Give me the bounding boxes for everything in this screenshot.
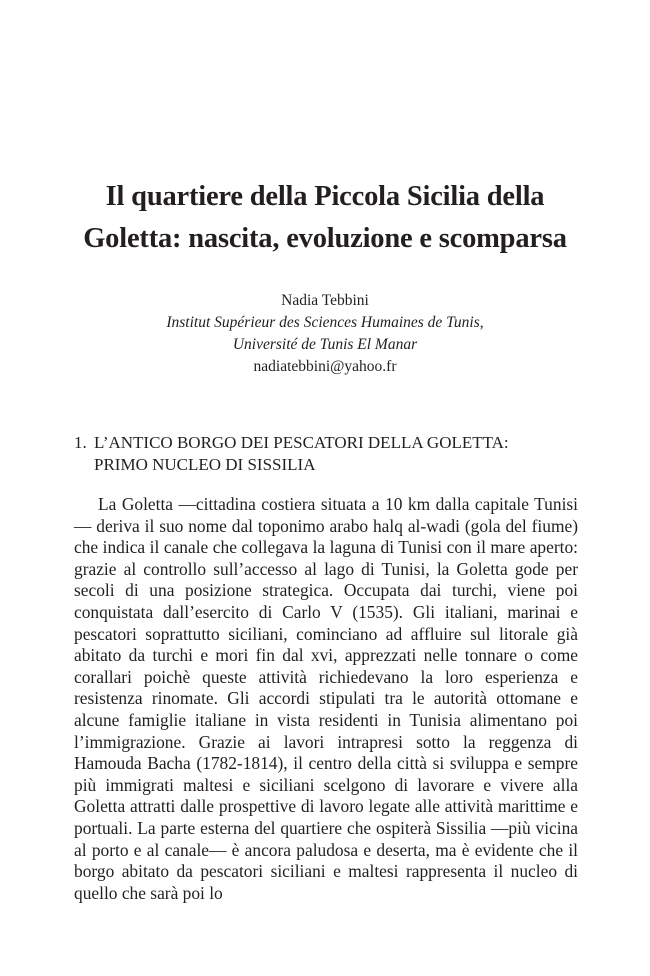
- body-paragraph: La Goletta —cittadina costiera situata a 10 km dalla capitale Tunisi— deriva il suo nome dal toponimo arabo halq al-wadi (gola del fiume) che indica il canale che collegava la laguna di Tunisi con il mare aperto: grazie al controllo sull’accesso al lago di Tunisi, la Goletta gode per secoli di una posizione strategica. Occupata dai turchi, viene poi conquistata dall’esercito di Carlo V (1535). Gli italiani, marinai e pescatori soprattutto siciliani, cominciano ad affluire sul litorale già abitato da turchi e mori fin dal xvi, apprezzati nelle tonnare o come corallari poichè queste attività richiedevano la loro esperienza e resistenza rinomate. Gli accordi stipulati tra le autorità ottomane e alcune famiglie italiane in vista residenti in Tunisia alimentano poi l’immigrazione. Grazie ai lavori intrapresi sotto la reggenza di Hamouda Bacha (1782-1814), il centro della città si sviluppa e sempre più immigrati maltesi e siciliani scelgono di lavorare e vivere alla Goletta attratti dalle prospettive di lavoro legate alle attività marittime e portuali. La parte esterna del quartiere che ospiterà Sissilia —più vicina al porto e al canale— è ancora paludosa e deserta, ma è evidente che il borgo abitato da pescatori siciliani e maltesi rappresenta il nucleo di quello che sarà poi lo: [74, 494, 578, 903]
- section-heading-line1: L’ANTICO BORGO DEI PESCATORI DELLA GOLETTA:: [94, 433, 509, 452]
- author-block: [40, 290, 610, 378]
- author-email: nadiatebbini@yahoo.fr: [253, 358, 397, 375]
- section-number: 1.: [74, 433, 87, 452]
- section-heading: [74, 432, 594, 476]
- article-title-line2: Goletta: nascita, evoluzione e scomparsa: [83, 223, 567, 254]
- article-title: [40, 176, 610, 260]
- section-heading-line2: PRIMO NUCLEO DI SISSILIA: [94, 455, 316, 474]
- author-name: Nadia Tebbini: [281, 292, 369, 309]
- article-title-line1: Il quartiere della Piccola Sicilia della: [105, 181, 545, 212]
- author-affiliation-line2: Université de Tunis El Manar: [232, 336, 418, 353]
- author-affiliation-line1: Institut Supérieur des Sciences Humaines de Tunis,: [166, 314, 484, 331]
